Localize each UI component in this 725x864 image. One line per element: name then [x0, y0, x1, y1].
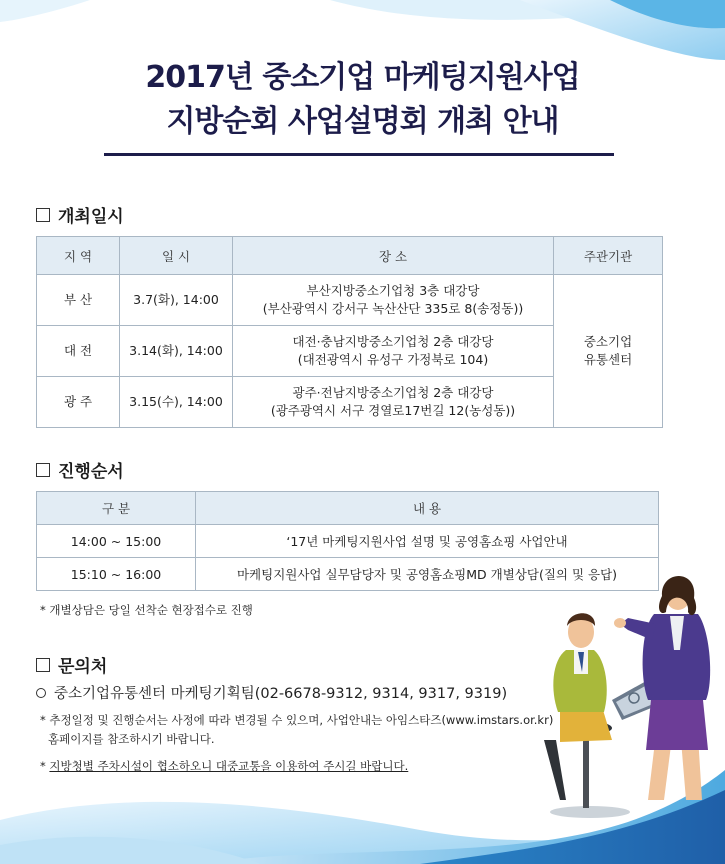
place-address: (부산광역시 강서구 녹산산단 335로 8(송정동)) — [262, 301, 524, 316]
organizer-cell — [554, 275, 663, 428]
schedule-table — [36, 236, 663, 428]
asterisk-marker: * — [40, 759, 50, 773]
contact-note-1b: 홈페이지를 참조하시기 바랍니다. — [48, 732, 215, 746]
content-cell: ‘17년 마케팅지원사업 설명 및 공영홈쇼핑 사업안내 — [196, 525, 659, 558]
section-heading-label: 문의처 — [58, 657, 108, 677]
place-address: (광주광역시 서구 경열로17번길 12(농성동)) — [270, 403, 516, 418]
datetime-cell: 3.7(화), 14:00 — [120, 275, 233, 326]
table-row — [37, 558, 659, 591]
checkbox-square-icon — [36, 658, 50, 672]
organizer-line2: 유통센터 — [583, 352, 633, 367]
content-cell: 마케팅지원사업 실무담당자 및 공영홈쇼핑MD 개별상담(질의 및 응답) — [196, 558, 659, 591]
contact-text: 중소기업유통센터 마케팅기획팀(02-6678-9312, 9314, 9317, 9319) — [54, 686, 508, 702]
col-header-time: 구 분 — [37, 492, 196, 525]
man-illustration — [544, 613, 656, 818]
table-row — [37, 275, 663, 326]
region-cell: 광 주 — [37, 377, 120, 428]
table-header-row — [37, 237, 663, 275]
col-header-datetime: 일 시 — [120, 237, 233, 275]
place-address: (대전광역시 유성구 가정북로 104) — [297, 352, 489, 367]
place-cell — [233, 275, 554, 326]
contact-note-1a: * 추정일정 및 진행순서는 사정에 따라 변경될 수 있으며, 사업안내는 아임스타즈(www.imstars.or.kr) — [40, 713, 554, 727]
circle-bullet-icon — [36, 688, 46, 698]
section-heading-schedule — [36, 202, 124, 227]
region-cell: 부 산 — [37, 275, 120, 326]
organizer-line1: 중소기업 — [583, 334, 633, 349]
procedure-note: * 개별상담은 당일 선착순 현장접수로 진행 — [40, 603, 253, 617]
checkbox-square-icon — [36, 463, 50, 477]
woman-illustration — [614, 576, 710, 800]
datetime-cell: 3.14(화), 14:00 — [120, 326, 233, 377]
datetime-cell: 3.15(수), 14:00 — [120, 377, 233, 428]
checkbox-square-icon — [36, 208, 50, 222]
page-title-line2: 지방순회 사업설명회 개최 안내 — [166, 104, 559, 139]
col-header-organizer: 주관기관 — [554, 237, 663, 275]
place-name: 광주·전남지방중소기업청 2층 대강당 — [292, 385, 494, 400]
col-header-place: 장 소 — [233, 237, 554, 275]
contact-note-2-text: 지방청별 주차시설이 협소하오니 대중교통을 이용하여 주시길 바랍니다. — [49, 759, 409, 773]
region-cell: 대 전 — [37, 326, 120, 377]
place-cell — [233, 326, 554, 377]
page-title-line1: 2017년 중소기업 마케팅지원사업 — [145, 60, 580, 95]
procedure-table — [36, 491, 659, 591]
table-row — [37, 525, 659, 558]
col-header-content: 내 용 — [196, 492, 659, 525]
time-cell: 14:00 ~ 15:00 — [37, 525, 196, 558]
table-header-row — [37, 492, 659, 525]
place-name: 부산지방중소기업청 3층 대강당 — [306, 283, 480, 298]
place-name: 대전·충남지방중소기업청 2층 대강당 — [292, 334, 494, 349]
section-heading-procedure — [36, 457, 124, 482]
section-heading-contact — [36, 652, 107, 677]
col-header-region: 지 역 — [37, 237, 120, 275]
section-heading-label: 진행순서 — [58, 462, 124, 482]
place-cell — [233, 377, 554, 428]
contact-line — [36, 682, 507, 703]
contact-note-2 — [40, 758, 408, 774]
section-heading-label: 개최일시 — [58, 207, 124, 227]
time-cell: 15:10 ~ 16:00 — [37, 558, 196, 591]
title-underline — [104, 153, 614, 156]
